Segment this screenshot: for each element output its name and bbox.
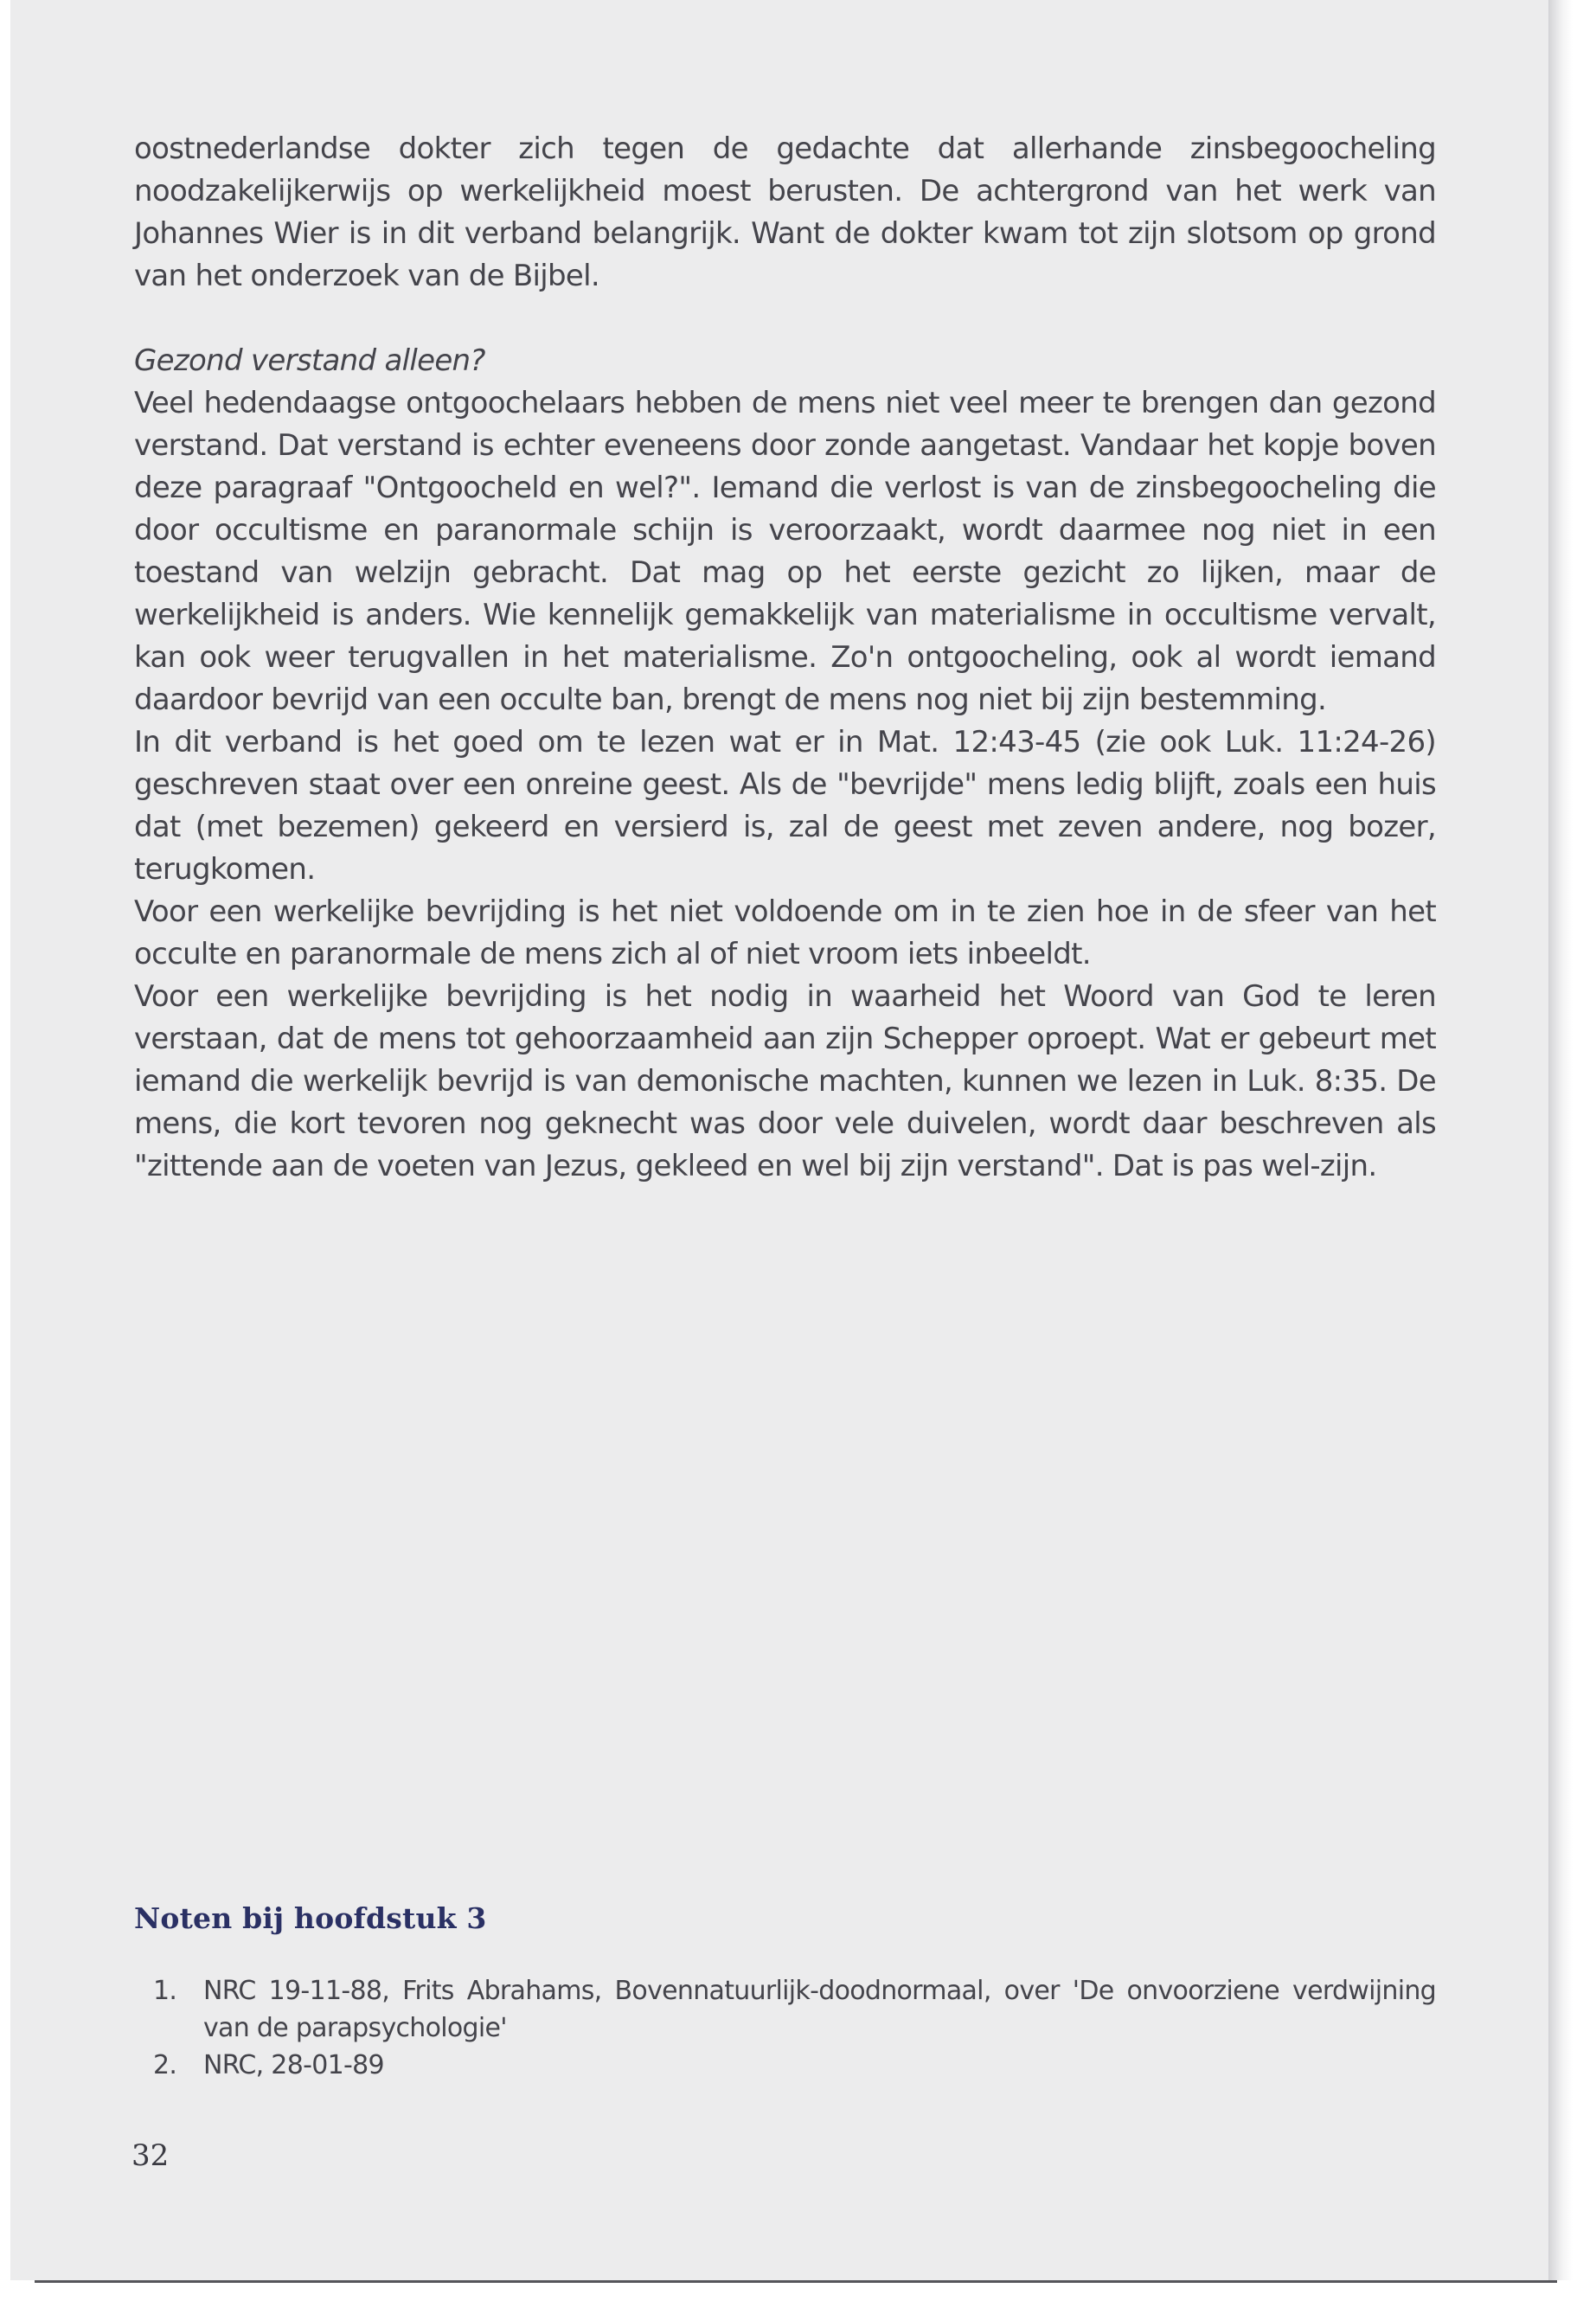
page-edge-shadow bbox=[1548, 0, 1573, 2280]
page-bottom-edge bbox=[35, 2280, 1557, 2283]
paragraph-bevrijding-1: Voor een werkelijke bevrijding is het niet voldoende om in te zien hoe in de sfeer van het occulte en paranormale de mens zich al of niet vroom iets inbeeldt. bbox=[134, 894, 1436, 971]
paragraph-mat-12: In dit verband is het goed om te lezen wat er in Mat. 12:43-45 (zie ook Luk. 11:24-26) geschreven staat over een onreine geest. Als de "bevrijde" mens ledig blijft, zoals een huis dat (met bezemen) gekeerd en versierd is, zal de geest met zeven andere, nog bozer, terugkomen. bbox=[134, 725, 1436, 887]
note-item bbox=[134, 1972, 1436, 2047]
page-number: 32 bbox=[131, 2138, 170, 2173]
note-number: 2. bbox=[153, 2050, 177, 2080]
body-text bbox=[134, 128, 1436, 1188]
section-heading: Gezond verstand alleen? bbox=[134, 343, 485, 378]
note-text: NRC, 28-01-89 bbox=[203, 2050, 384, 2080]
notes-title: Noten bij hoofdstuk 3 bbox=[134, 1901, 487, 1935]
paragraph-bevrijding-2: Voor een werkelijke bevrijding is het nodig in waarheid het Woord van God te leren verstaan, dat de mens tot gehoorzaamheid aan zijn Schepper oproept. Wat er gebeurt met iemand die werkelijk bevrijd is van demonische machten, kunnen we lezen in Luk. 8:35. De mens, die kort tevoren nog geknecht was door vele duivelen, wordt daar beschreven als "zittende aan de voeten van Jezus, gekleed en wel bij zijn verstand". Dat is pas wel-zijn. bbox=[134, 979, 1436, 1183]
note-number: 1. bbox=[153, 1976, 177, 2006]
note-item bbox=[134, 2047, 1436, 2084]
note-text: NRC 19-11-88, Frits Abrahams, Bovennatuurlijk-doodnormaal, over 'De onvoorziene verdwijning van de parapsychologie' bbox=[203, 1976, 1436, 2043]
paragraph-intro: oostnederlandse dokter zich tegen de gedachte dat allerhande zinsbegoocheling noodzakelijkerwijs op werkelijkheid moest berusten. De achtergrond van het werk van Johannes Wier is in dit verband belangrijk. Want de dokter kwam tot zijn slotsom op grond van het onderzoek van de Bijbel. bbox=[134, 131, 1436, 293]
paragraph-ontgoocheling: Veel hedendaagse ontgoochelaars hebben de mens niet veel meer te brengen dan gezond verstand. Dat verstand is echter eveneens door zonde aangetast. Vandaar het kopje boven deze paragraaf "Ontgoocheld en wel?". Iemand die verlost is van de zinsbegoocheling die door occultisme en paranormale schijn is veroorzaakt, wordt daarmee nog niet in een toestand van welzijn gebracht. Dat mag op het eerste gezicht zo lijken, maar de werkelijkheid is anders. Wie kennelijk gemakkelijk van materialisme in occultisme vervalt, kan ook weer terugvallen in het materialisme. Zo'n ontgoocheling, ook al wordt iemand daardoor bevrijd van een occulte ban, brengt de mens nog niet bij zijn bestemming. bbox=[134, 386, 1436, 717]
notes-list bbox=[134, 1972, 1436, 2084]
